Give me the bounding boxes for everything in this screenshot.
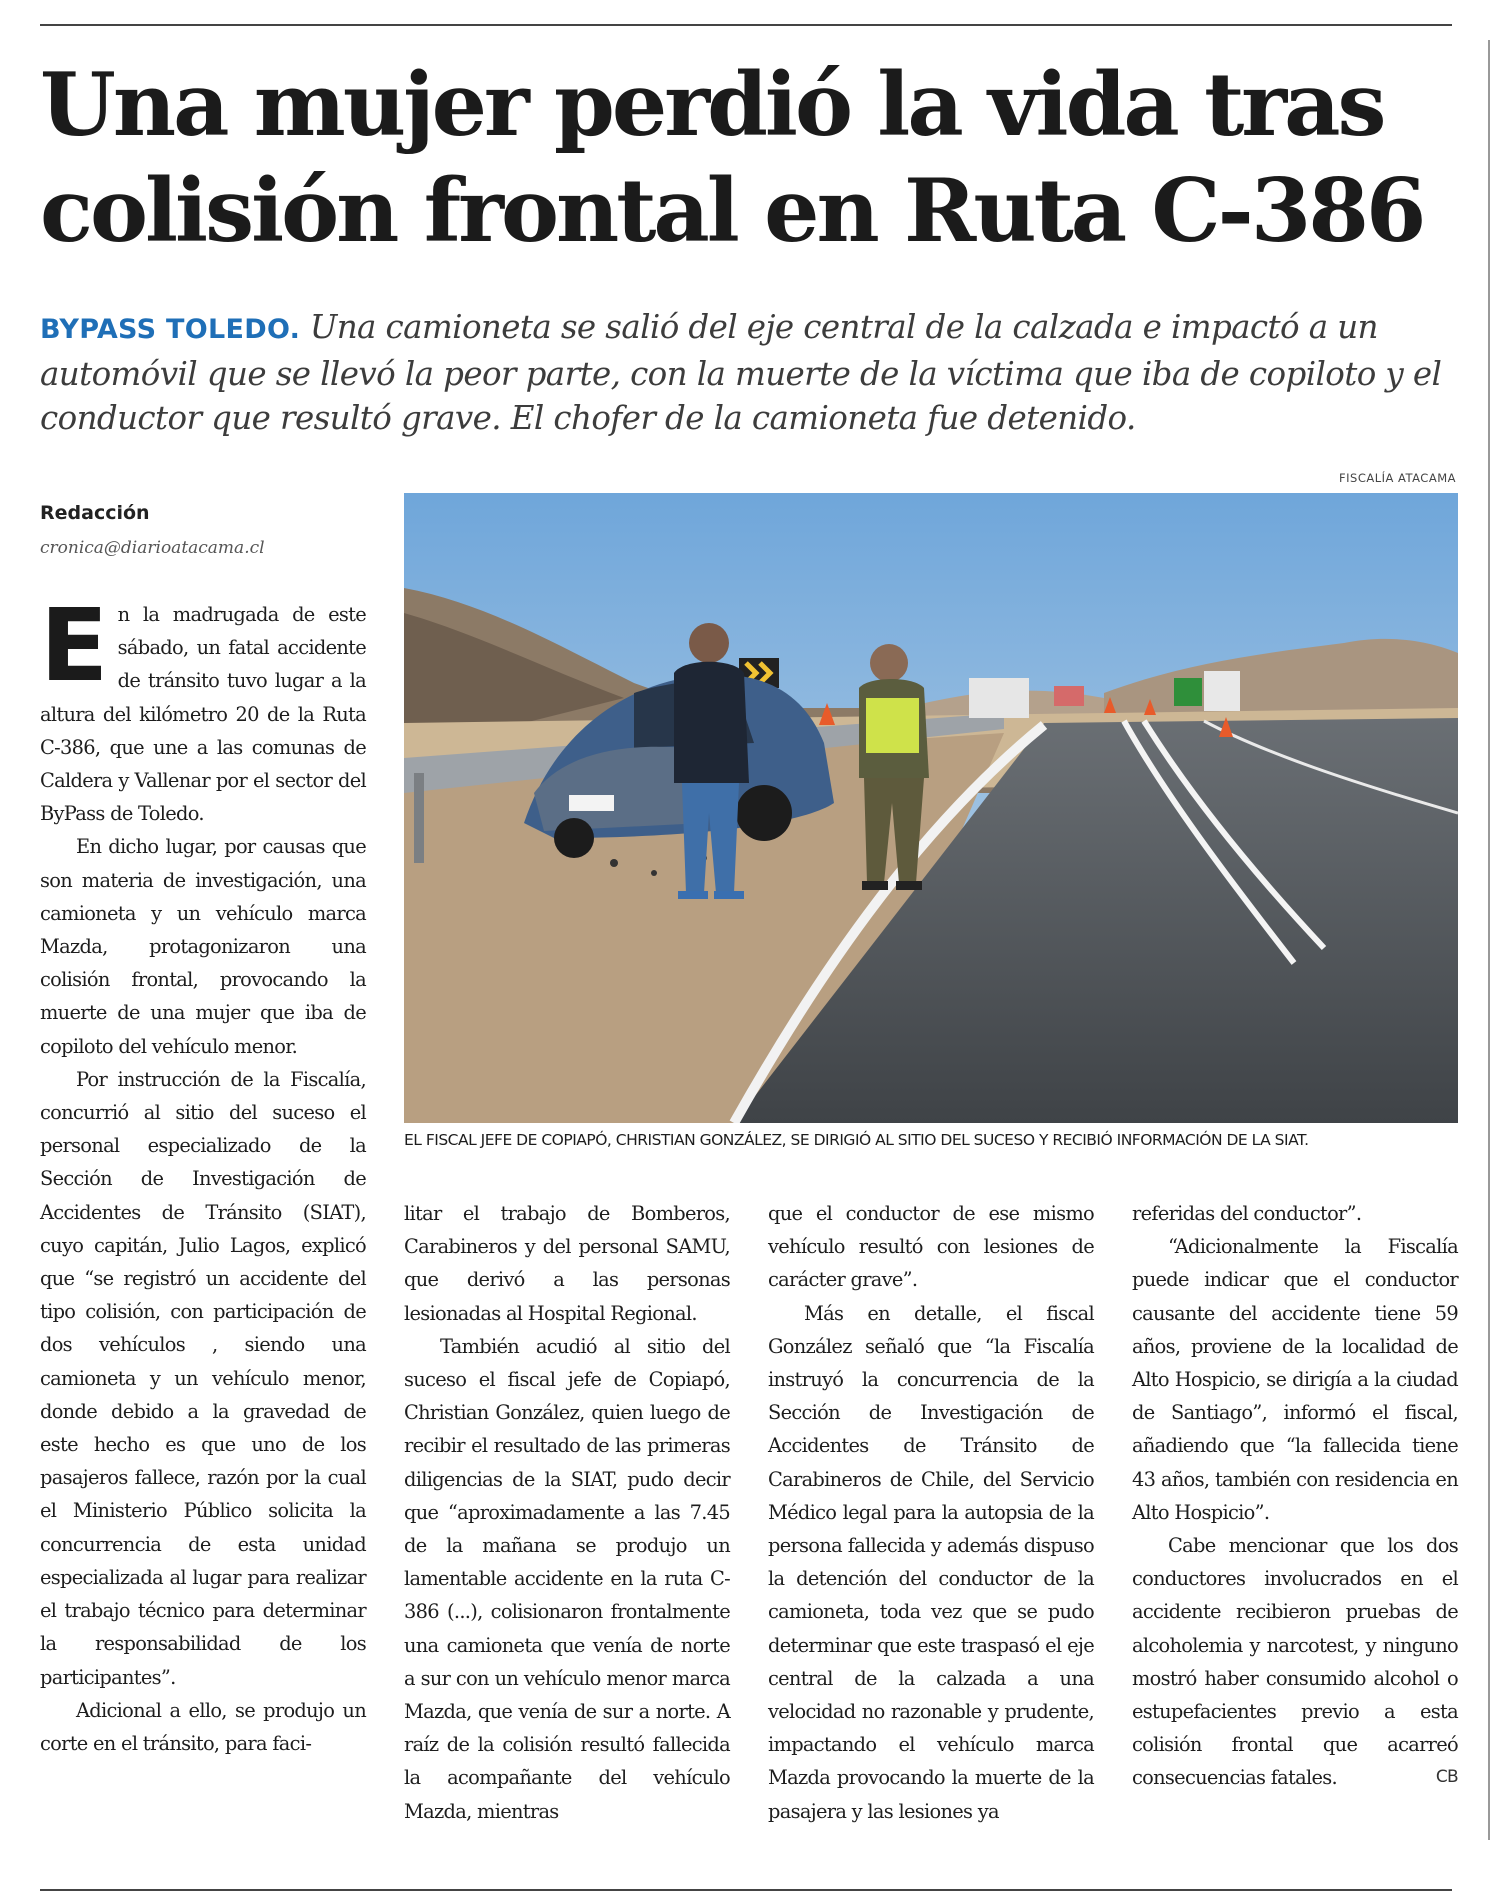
article-paragraph-4-cont: litar el trabajo de Bomberos, Carabineros y del personal SAMU, que derivó a las personas lesionadas al Hospital Regional. [404, 1202, 730, 1325]
end-mark: CB [1435, 1767, 1458, 1788]
article-column-2 [404, 1197, 730, 1828]
article-column-1 [40, 587, 366, 1760]
headline: Una mujer perdió la vida tras colisión frontal en Ruta C-386 [40, 53, 1424, 262]
article-paragraph-4-start: Adicional a ello, se produjo un corte en el tránsito, para faci- [40, 1698, 366, 1755]
article-paragraph-5-cont: que el conductor de ese mismo vehículo resultó con lesiones de carácter grave”. [768, 1202, 1094, 1292]
drop-cap: E [40, 587, 108, 704]
article-column-3 [768, 1197, 1094, 1828]
article-paragraph-7: “Adicionalmente la Fiscalía puede indicar que el conductor causante del accidente tiene 59 años, proviene de la localidad de Alto Hospicio, se dirigía a la ciudad de Santiago”, informó el fiscal, añadiendo que “la fallecida tiene 43 años, también con residencia en Alto Hospicio”. [1132, 1235, 1458, 1524]
article-paragraph-2: En dicho lugar, por causas que son materia de investigación, una camioneta y un vehículo marca Mazda, protagonizaron una colisión frontal, provocando la muerte de una mujer que iba de copiloto del vehículo menor. [40, 835, 366, 1058]
accident-photo [404, 493, 1458, 1123]
article-paragraph-6: Más en detalle, el fiscal González señaló que “la Fiscalía instruyó la concurrencia de la Sección de Investigación de Accidentes de Tránsito de Carabineros de Chile, del Servicio Médico legal para la autopsia de la persona fallecida y además dispuso la detención del conductor de la camioneta, toda vez que se pudo determinar que este traspasó el eje central de la calzada a una velocidad no razonable y prudente, impactando el vehículo marca Mazda provocando la muerte de la pasajera y las lesiones ya [768, 1301, 1094, 1823]
article-paragraph-3: Por instrucción de la Fiscalía, concurrió al sitio del suceso el personal especializado de la Sección de Investigación de Accidentes de Tránsito (SIAT), cuyo capitán, Julio Lagos, explicó que “se registró un accidente del tipo colisión, con participación de dos vehículos , siendo una camioneta y un vehículo menor, donde debido a la gravedad de este hecho es que uno de los pasajeros fallece, razón por la cual el Ministerio Público solicita la concurrencia de esta unidad especializada al lugar para realizar el trabajo técnico para determinar la responsabilidad de los participantes”. [40, 1067, 366, 1689]
author-email: cronica@diarioatacama.cl [40, 538, 265, 558]
byline: Redacción [40, 502, 150, 524]
bottom-rule [40, 1889, 1452, 1891]
kicker: BYPASS TOLEDO. [40, 314, 301, 345]
article-column-4 [1132, 1197, 1458, 1795]
article-paragraph-5: También acudió al sitio del suceso el fiscal jefe de Copiapó, Christian González, quien luego de recibir el resultado de las primeras diligencias de la SIAT, pudo decir que “aproximadamente a las 7.45 de la mañana se produjo un lamentable accidente en la ruta C-386 (...), colisionaron frontalmente una camioneta que venía de norte a sur con un vehículo menor marca Mazda, que venía de sur a norte. A raíz de la colisión resultó fallecida la acompañante del vehículo Mazda, mientras [404, 1334, 730, 1823]
article-paragraph-8: Cabe mencionar que los dos conductores involucrados en el accidente recibieron pruebas de alcoholemia y narcotest, y ninguno mostró haber consumido alcohol o estupefacientes previo a esta colisión frontal que acarreó consecuencias fatales. CB [1132, 1529, 1458, 1795]
page-edge-line [1488, 40, 1490, 1840]
article-paragraph-6-cont: referidas del conductor”. [1132, 1202, 1362, 1225]
photo-credit: FISCALÍA ATACAMA [1339, 471, 1456, 485]
photo-caption: EL FISCAL JEFE DE COPIAPÓ, CHRISTIAN GONZÁLEZ, SE DIRIGIÓ AL SITIO DEL SUCESO Y RECIBIÓ INFORMACIÓN DE LA SIAT. [404, 1131, 1309, 1149]
article-paragraph-1: En la madrugada de este sábado, un fatal accidente de tránsito tuvo lugar a la altura del kilómetro 20 de la Ruta C-386, que une a las comunas de Caldera y Vallenar por el sector del ByPass de Toledo. [40, 587, 366, 826]
lead-text: Una camioneta se salió del eje central de la calzada e impactó a un automóvil que se llevó la peor parte, con la muerte de la víctima que iba de copiloto y el conductor que resultó grave. El chofer de la camioneta fue detenido. [40, 308, 1442, 437]
lead-paragraph [40, 305, 1460, 440]
top-rule [40, 24, 1452, 26]
